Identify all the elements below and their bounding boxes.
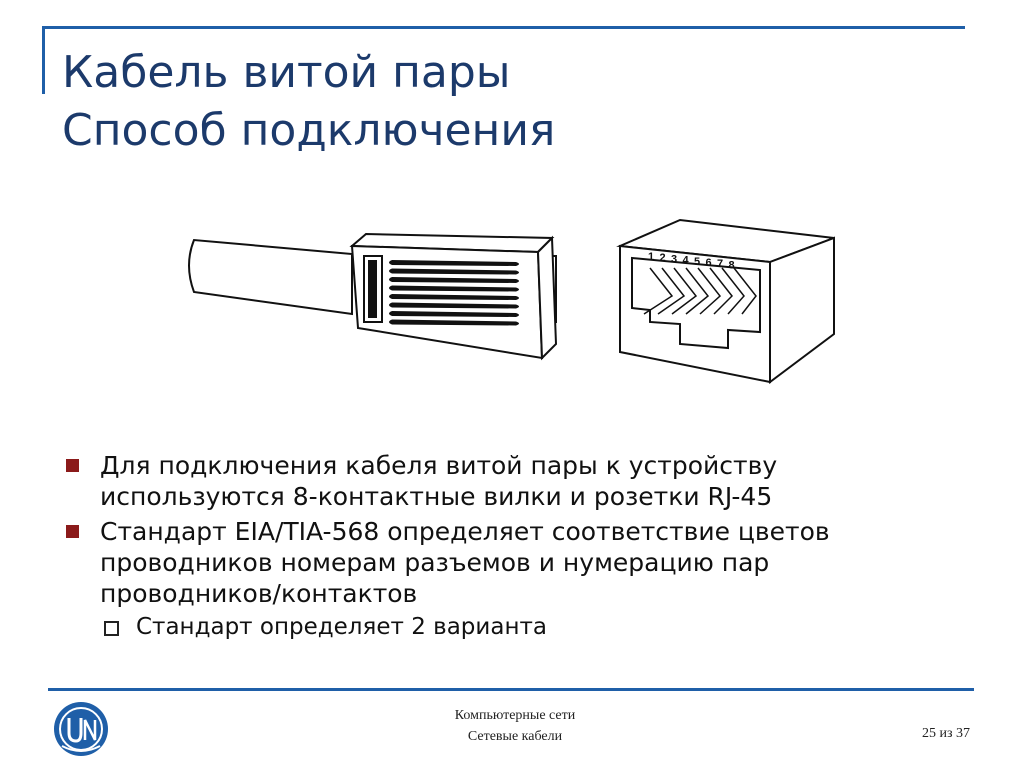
- square-bullet-icon: [66, 459, 79, 472]
- footer-text: [400, 705, 630, 747]
- header-rule: [42, 26, 965, 29]
- pin-number-label: 1: [648, 251, 655, 263]
- header-accent-bar: [42, 28, 45, 94]
- footer-topic: Сетевые кабели: [467, 729, 563, 744]
- pin-number-label: 3: [671, 253, 678, 266]
- pin-number-label: 5: [694, 255, 701, 268]
- square-bullet-icon: [66, 525, 79, 538]
- pin-number-label: 7: [717, 258, 724, 271]
- title-line-2: Способ подключения: [62, 105, 556, 156]
- title-line-1: Кабель витой пары: [62, 47, 511, 98]
- page-number: 25 из 37: [921, 726, 970, 741]
- bullet-text-line: проводников/контактов: [100, 579, 418, 608]
- footer-course: Компьютерные сети: [454, 708, 576, 723]
- bullet-text-line: Для подключения кабеля витой пары к устройству: [100, 451, 778, 480]
- sub-bullet-text: Стандарт определяет 2 варианта: [136, 614, 547, 640]
- checkbox-bullet-icon: [104, 621, 119, 636]
- slide-title: [62, 44, 942, 160]
- footer-rule: [48, 688, 974, 691]
- pin-number-label: 6: [705, 257, 712, 269]
- university-logo-icon: [52, 700, 110, 758]
- bullet-text-line: Стандарт EIA/TIA-568 определяет соответствие цветов: [100, 517, 830, 546]
- rj45-illustration: [180, 210, 840, 400]
- pin-number-label: 2: [659, 252, 666, 265]
- bullet-text-line: используются 8-контактные вилки и розетки RJ-45: [100, 482, 773, 511]
- pin-number-label: 8: [728, 259, 735, 272]
- pin-number-label: 4: [682, 254, 689, 267]
- bullet-text-line: проводников номерам разъемов и нумерацию пар: [100, 548, 770, 577]
